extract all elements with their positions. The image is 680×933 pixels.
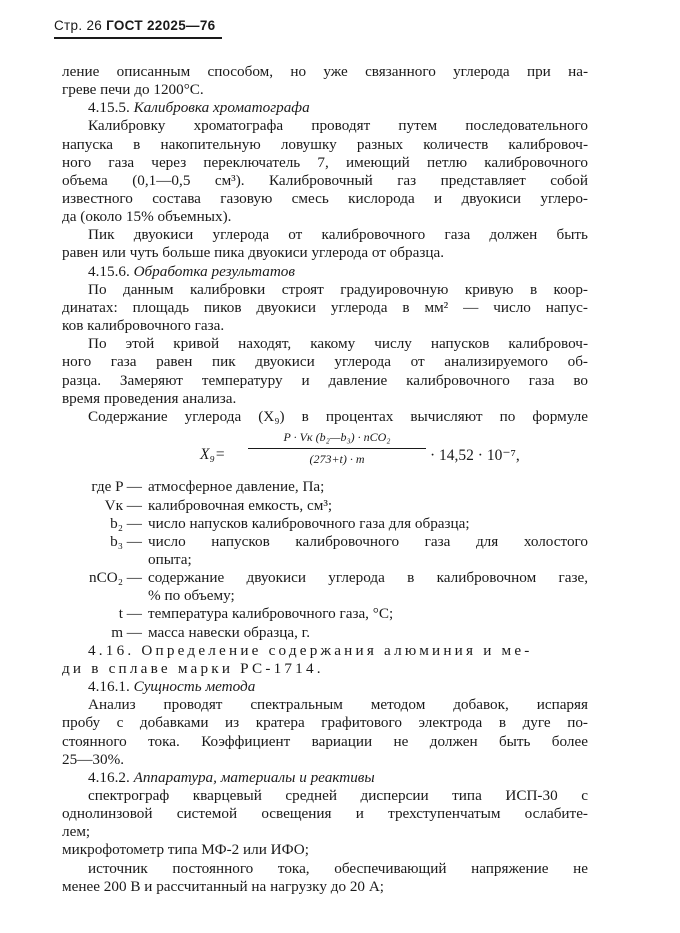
definition-text: масса навески образца, г. (148, 623, 310, 641)
section-heading-4-16: 4.16. Определение содержания алюминия и ме- (88, 641, 533, 659)
text-line: Калибровку хроматографа проводят путем последовательного (88, 117, 588, 135)
definition-text: содержание двуокиси углерода в калибровочном газе, (148, 569, 588, 587)
formula-lhs: X₉= (200, 445, 226, 463)
text-line: ного газа через переключатель 7, имеющий петлю калибровочного (62, 153, 588, 171)
text-line: греве печи до 1200°С. (62, 81, 204, 99)
text-line: напуска в накопительную ловушку разных количеств калибровоч- (62, 135, 588, 153)
definition-text: атмосферное давление, Па; (148, 478, 325, 496)
text-line: лем; (62, 823, 91, 841)
text-line: пробу с добавками из кратера графитового электрода в дуге по- (62, 714, 588, 732)
text-line: 25—30%. (62, 750, 125, 768)
formula-denominator: (273+t) · m (309, 451, 365, 466)
text-line: разца. Замеряют температуру и давление калибровочного газа во (62, 371, 588, 389)
definition-text: калибровочная емкость, см³; (148, 496, 333, 514)
text-line: Содержание углерода (X₉) в процентах вычисляют по формуле (88, 407, 588, 425)
text-line: известного состава газовую смесь кислорода и двуокиси углеро- (62, 190, 588, 207)
definition-text: % по объему; (148, 587, 235, 605)
definition-symbol: b₂ — (110, 514, 142, 532)
section-heading-4-15-6: 4.15.6. Обработка результатов (88, 262, 295, 280)
section-heading-4-16-cont: ди в сплаве марки РС-1714. (62, 659, 324, 677)
formula (200, 430, 540, 482)
text-line: объема (0,1—0,5 см³). Калибровочный газ представляет собой (62, 171, 588, 189)
text-line: равен или чуть больше пика двуокиси углерода от образца. (62, 244, 444, 262)
section-heading-4-16-1: 4.16.1. Сущность метода (88, 678, 256, 695)
definition-symbol: t — (118, 605, 142, 623)
definition-symbol: m — (111, 623, 142, 641)
text-line: ного газа равен пик двуокиси углерода от анализируемого об- (62, 353, 588, 371)
definition-symbol: nCO₂ — (89, 569, 142, 587)
text-line: ление описанным способом, но уже связанного углерода при на- (62, 63, 588, 80)
text-line: спектрограф кварцевый средней дисперсии типа ИСП-30 с (88, 786, 588, 804)
section-heading-4-15-5: 4.15.5. Калибровка хроматографа (88, 99, 310, 117)
text-line: менее 200 В и рассчитанный на нагрузку до 20 А; (62, 877, 385, 895)
fraction-bar (248, 448, 426, 449)
text-line: микрофотометр типа МФ-2 или ИФО; (62, 841, 309, 859)
formula-fraction (248, 430, 426, 466)
definition-text: температура калибровочного газа, °С; (148, 605, 394, 623)
text-line: По данным калибровки строят градуировочную кривую в коор- (88, 280, 588, 298)
text-line: стоянного тока. Коэффициент вариации не должен быть более (62, 732, 588, 750)
definition-text: опыта; (148, 551, 192, 568)
definition-symbol: где P — (91, 478, 142, 496)
definition-text: число напусков калибровочного газа для холостого (148, 532, 588, 550)
section-heading-4-16-2: 4.16.2. Аппаратура, материалы и реактивы (88, 768, 375, 786)
text-line: динатах: площадь пиков двуокиси углерода в мм² — число напус- (62, 298, 588, 316)
header-rule (54, 37, 222, 39)
gost-code: ГОСТ 22025—76 (106, 18, 216, 33)
formula-numerator: P · Vк (b₂—b₃) · nCO₂ (283, 429, 391, 444)
text-line: да (около 15% объемных). (62, 208, 232, 226)
page-header (54, 18, 215, 33)
text-line: однолинзовой системой освещения и трехступенчатым ослабите- (62, 805, 588, 822)
text-line: По этой кривой находят, какому числу напусков калибровоч- (88, 335, 588, 353)
text-line: Пик двуокиси углерода от калибровочного газа должен быть (88, 226, 588, 244)
text-line: время проведения анализа. (62, 389, 237, 407)
text-line: Анализ проводят спектральным методом добавок, испаряя (88, 696, 588, 714)
definition-text: число напусков калибровочного газа для образца; (148, 514, 470, 532)
page-number: Стр. 26 (54, 18, 107, 33)
text-line: ков калибровочного газа. (62, 317, 225, 334)
definition-symbol: b₃ — (110, 532, 142, 550)
formula-tail: · 14,52 · 10⁻⁷, (430, 446, 520, 464)
definition-symbol: Vк — (104, 496, 142, 514)
text-line: источник постоянного тока, обеспечивающий напряжение не (88, 859, 588, 877)
